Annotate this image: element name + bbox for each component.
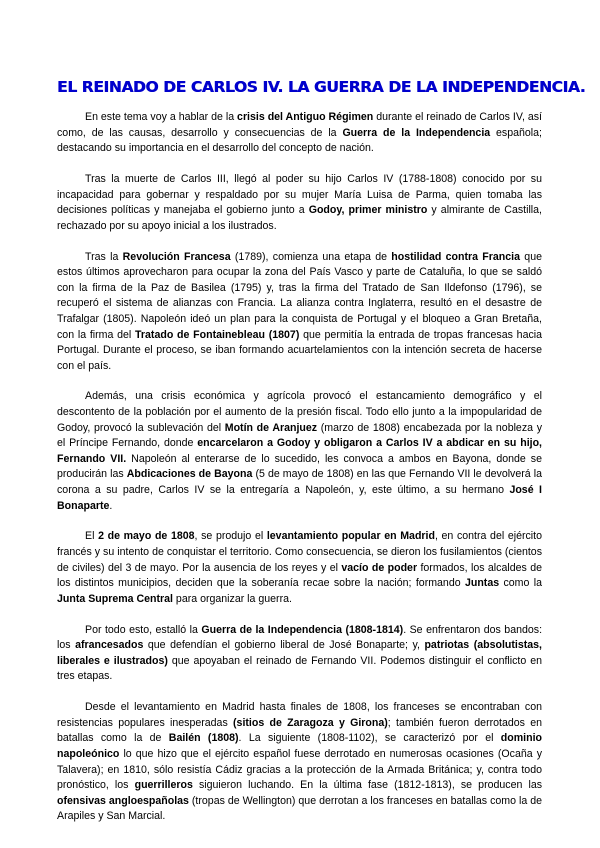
bold-term: Guerra de la Independencia (1808-1814) (201, 623, 404, 636)
text-run: durante el reinado de Carlos IV, así como, de las causas, desarrollo y consecuencias de la (57, 111, 542, 139)
text-run: Tras la (85, 250, 123, 263)
bold-term: crisis del Antiguo Régimen (237, 111, 374, 123)
text-run: . (109, 499, 113, 512)
bold-term: ofensivas angloespañolas (57, 794, 189, 807)
text-run: El (85, 530, 99, 543)
bold-term: encarcelaron a Godoy y obligaron a Carlos IV a abdicar en su hijo, Fernando VII. (57, 437, 542, 465)
bold-term: José I Bonaparte (57, 484, 542, 512)
paragraph-6 (57, 623, 542, 685)
text-run: . La siguiente (1808-1102), se caracterizó por el (238, 732, 501, 745)
paragraph-7 (57, 700, 542, 825)
text-run: ; también fueron derrotados en batallas como la de (57, 716, 543, 745)
bold-term: Abdicaciones de Bayona (126, 468, 253, 481)
bold-term: levantamiento popular en Madrid (266, 530, 435, 543)
bold-term: dominio napoleónico (57, 732, 542, 760)
bold-term: vacío de poder (341, 561, 418, 574)
paragraph-4 (57, 389, 542, 514)
text-run: para organizar la guerra. (172, 592, 292, 605)
bold-term: afrancesados (75, 639, 144, 652)
paragraph-3 (57, 250, 542, 375)
text-run: que apoyaban el reinado de Fernando VII. Podemos distinguir el conflicto en tres etapas. (57, 654, 542, 683)
text-run: (marzo de 1808) encabezada por la nobleza y el Príncipe Fernando, donde (57, 421, 542, 450)
text-run: (5 de mayo de 1808) en las que Fernando VII le devolverá la corona a su padre, Carlos IV se la entregaría a Napoleón, y, este último, a su hermano (57, 468, 542, 497)
text-run: siguieron luchando. En la última fase (1812-1813), se producen las (192, 779, 543, 792)
paragraph-1 (57, 110, 542, 157)
text-run: (1789), comienza una etapa de (230, 250, 392, 263)
text-run: Desde el levantamiento en Madrid hasta finales de 1808, los franceses se encontraban con resistencias populares inesperadas (57, 701, 542, 729)
paragraph-5 (57, 529, 542, 607)
text-run: que defendían el gobierno liberal de José Bonaparte; y, (143, 639, 425, 652)
text-run: española; destacando su importancia en el desarrollo del concepto de nación. (57, 126, 542, 155)
text-run: lo que hizo que el ejército español fuese derrotado en numerosas ocasiones (Ocaña y Talavera); en 1810, sólo resistía Cádiz gracias a la protección de la Armada Británica; y, contra todo pronóstico, los (57, 747, 542, 792)
bold-term: guerrilleros (134, 779, 193, 792)
bold-term: Motín de Aranjuez (224, 421, 318, 434)
bold-term: hostilidad contra Francia (391, 250, 520, 263)
text-run: (tropas de Wellington) que derrotan a los franceses en batallas como la de Arapiles y San Marcial. (57, 794, 542, 823)
text-run: que permitía la entrada de tropas francesas hacia Portugal. Durante el proceso, se iban formando acuartelamientos con la intención secreta de hacerse con el país. (57, 328, 542, 372)
bold-term: patriotas (absolutistas, liberales e ilustrados) (57, 639, 542, 667)
text-run: , en contra del ejército francés y su intento de conquistar el territorio. Como consecuencia, se dieron los fusilamientos (cientos de civiles) del 3 de mayo. Por la ausencia de los reyes y el (57, 530, 542, 574)
text-run: que estos últimos aprovecharon para ocupar la zona del País Vasco y parte de Cataluña, lo que se saldó con la firma de la Paz de Basilea (1795) y, tras la firma del Tratado de San Ildefonso (1796), se recuperó el sistema de alianzas con Francia. La alianza contra Inglaterra, resultó en el desastre de Trafalgar (1805). Napoleón ideó un plan para la conquista de Portugal y el bloqueo a Gran Bretaña, con la firma del (57, 250, 542, 341)
text-run: Por todo esto, estalló la (85, 623, 202, 636)
text-run: Napoleón al enterarse de lo sucedido, les convoca a ambos en Bayona, donde se producirán las (57, 452, 542, 481)
text-run: En este tema voy a hablar de la (85, 111, 238, 123)
text-run: como la (499, 577, 542, 590)
text-run: Tras la muerte de Carlos III, llegó al poder su hijo Carlos IV (1788-1808) conocido por su incapacidad para gobernar y respaldado por su mujer María Luisa de Parma, quien tomaba las decisiones políticas y manejaba el gobierno junto a (57, 172, 542, 217)
document-body (57, 110, 542, 840)
bold-term: Junta Suprema Central (57, 592, 173, 605)
text-run: y almirante de Castilla, rechazado por su apoyo inicial a los ilustrados. (57, 204, 542, 232)
page-title: EL REINADO DE CARLOS IV. LA GUERRA DE LA INDEPENDENCIA. (57, 78, 586, 96)
bold-term: Godoy, primer ministro (308, 204, 428, 217)
text-run: , se produjo el (194, 530, 267, 543)
paragraph-2 (57, 172, 542, 234)
bold-term: Guerra de la Independencia (342, 126, 491, 139)
bold-term: 2 de mayo de 1808 (98, 530, 195, 543)
text-run: Además, una crisis económica y agrícola provocó el estancamiento demográfico y el descontento de la población por el aumento de la presión fiscal. Todo ello junto a la impopularidad de Godoy, provocó la sublevación del (57, 390, 542, 434)
bold-term: Revolución Francesa (122, 250, 231, 263)
bold-term: Juntas (464, 577, 500, 590)
bold-term: Bailén (1808) (168, 732, 239, 745)
bold-term: (sitios de Zaragoza y Girona) (233, 716, 388, 729)
text-run: . Se enfrentaron dos bandos: los (57, 623, 543, 652)
text-run: formados, los alcaldes de los distintos municipios, deciden que la soberanía recae sobre la nación; formando (57, 561, 542, 590)
bold-term: Tratado de Fontainebleau (1807) (135, 328, 300, 341)
